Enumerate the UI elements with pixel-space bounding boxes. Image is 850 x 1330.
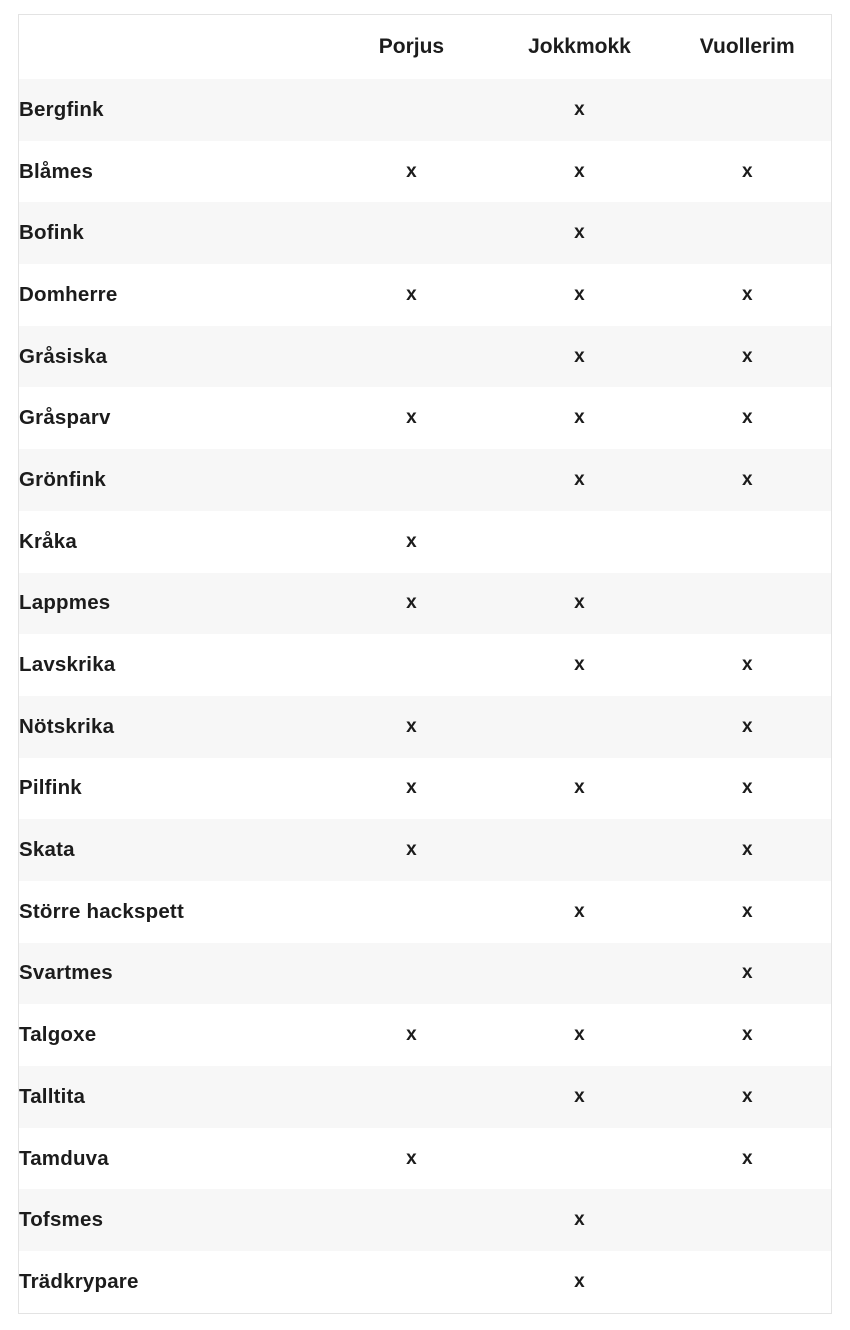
observation-cell [663, 573, 831, 635]
table-row [19, 326, 832, 388]
observation-cell [327, 1066, 495, 1128]
observation-cell: x [327, 264, 495, 326]
observation-cell: x [663, 326, 831, 388]
observation-cell: x [327, 1128, 495, 1190]
observation-cell: x [663, 819, 831, 881]
observation-cell: x [663, 881, 831, 943]
observation-cell [327, 1189, 495, 1251]
observation-cell [327, 79, 495, 141]
column-header-species [19, 15, 328, 80]
table-row [19, 141, 832, 203]
species-name-cell: Tamduva [19, 1128, 328, 1190]
observation-cell [495, 819, 663, 881]
observation-cell: x [663, 634, 831, 696]
table-row [19, 264, 832, 326]
table-row [19, 202, 832, 264]
observation-cell: x [495, 758, 663, 820]
observation-cell: x [495, 326, 663, 388]
observation-cell: x [495, 881, 663, 943]
species-name-cell: Trädkrypare [19, 1251, 328, 1313]
observation-cell [663, 79, 831, 141]
observation-cell: x [663, 141, 831, 203]
species-name-cell: Blåmes [19, 141, 328, 203]
species-name-cell: Bergfink [19, 79, 328, 141]
observation-cell [495, 1128, 663, 1190]
observation-cell: x [663, 758, 831, 820]
table-row [19, 1066, 832, 1128]
table-row [19, 634, 832, 696]
species-name-cell: Talltita [19, 1066, 328, 1128]
observation-cell: x [495, 387, 663, 449]
species-name-cell: Gråsiska [19, 326, 328, 388]
column-header-vuollerim: Vuollerim [663, 15, 831, 80]
observation-cell: x [663, 1004, 831, 1066]
species-name-cell: Större hackspett [19, 881, 328, 943]
species-name-cell: Pilfink [19, 758, 328, 820]
table-row [19, 1189, 832, 1251]
table-row [19, 1004, 832, 1066]
table-row [19, 79, 832, 141]
species-name-cell: Gråsparv [19, 387, 328, 449]
observation-cell [327, 943, 495, 1005]
observation-cell [327, 326, 495, 388]
observation-cell: x [327, 696, 495, 758]
observation-cell [495, 943, 663, 1005]
observation-cell: x [663, 696, 831, 758]
observation-cell: x [327, 758, 495, 820]
species-name-cell: Talgoxe [19, 1004, 328, 1066]
observation-cell: x [327, 387, 495, 449]
table-row [19, 387, 832, 449]
observation-cell [663, 202, 831, 264]
observation-cell: x [327, 1004, 495, 1066]
observation-cell: x [663, 943, 831, 1005]
species-name-cell: Grönfink [19, 449, 328, 511]
observation-cell [663, 1251, 831, 1313]
observation-cell [327, 1251, 495, 1313]
table-row [19, 943, 832, 1005]
table-row [19, 449, 832, 511]
table-header [19, 15, 832, 80]
bird-observation-table [18, 14, 832, 1314]
species-name-cell: Nötskrika [19, 696, 328, 758]
observation-cell: x [663, 264, 831, 326]
table-row [19, 819, 832, 881]
observation-cell: x [495, 573, 663, 635]
observation-cell: x [495, 1251, 663, 1313]
observation-cell: x [663, 1066, 831, 1128]
species-name-cell: Domherre [19, 264, 328, 326]
table-body [19, 79, 832, 1314]
table-row [19, 696, 832, 758]
species-name-cell: Kråka [19, 511, 328, 573]
species-name-cell: Lappmes [19, 573, 328, 635]
observation-cell [327, 202, 495, 264]
observation-cell: x [663, 387, 831, 449]
table-row [19, 511, 832, 573]
table-row [19, 881, 832, 943]
observation-cell: x [495, 449, 663, 511]
observation-cell: x [495, 141, 663, 203]
table-row [19, 1128, 832, 1190]
observation-cell: x [495, 202, 663, 264]
observation-cell: x [495, 79, 663, 141]
observation-cell: x [663, 449, 831, 511]
observation-cell: x [495, 634, 663, 696]
species-name-cell: Lavskrika [19, 634, 328, 696]
observation-cell [327, 449, 495, 511]
observation-cell [663, 1189, 831, 1251]
observation-cell: x [327, 819, 495, 881]
observation-cell [327, 881, 495, 943]
species-name-cell: Tofsmes [19, 1189, 328, 1251]
species-name-cell: Bofink [19, 202, 328, 264]
column-header-jokkmokk: Jokkmokk [495, 15, 663, 80]
observation-cell [327, 634, 495, 696]
species-name-cell: Svartmes [19, 943, 328, 1005]
table-row [19, 573, 832, 635]
table-row [19, 758, 832, 820]
column-header-porjus: Porjus [327, 15, 495, 80]
observation-cell: x [495, 1066, 663, 1128]
table-row [19, 1251, 832, 1313]
observation-cell: x [327, 573, 495, 635]
observation-cell: x [495, 264, 663, 326]
table-header-row [19, 15, 832, 80]
observation-cell: x [327, 141, 495, 203]
observation-cell: x [495, 1004, 663, 1066]
observation-cell: x [663, 1128, 831, 1190]
observation-cell [495, 696, 663, 758]
observation-cell: x [327, 511, 495, 573]
observation-cell [495, 511, 663, 573]
observation-cell [663, 511, 831, 573]
species-name-cell: Skata [19, 819, 328, 881]
observation-cell: x [495, 1189, 663, 1251]
